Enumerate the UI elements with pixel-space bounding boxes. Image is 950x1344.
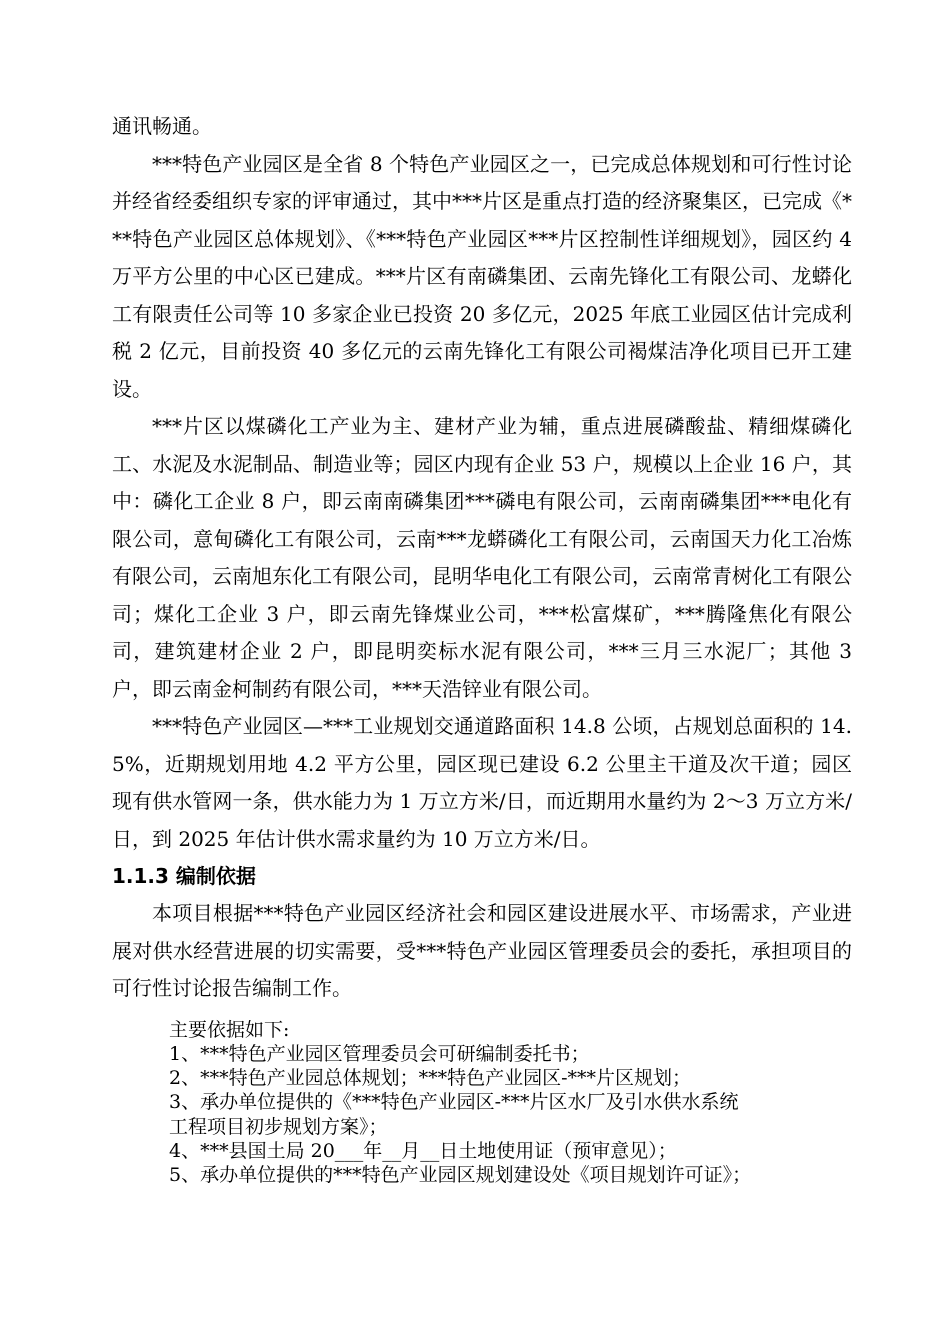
basis-list <box>112 1018 852 1188</box>
paragraph-continuation: 通讯畅通。 <box>112 114 212 138</box>
basis-item-5: 5、承办单位提供的***特色产业园区规划建设处《项目规划许可证》； <box>169 1164 752 1187</box>
section-heading: 1.1.3 编制依据 <box>112 864 256 888</box>
paragraph-compilation-basis: 本项目根据***特色产业园区经济社会和园区建设进展水平、市场需求，产业进展对供水经营进展的切实需要，受***特色产业园区管理委员会的委托，承担项目的可行性讨论报告编制工作。 <box>112 901 852 1000</box>
document-page <box>112 108 852 1188</box>
basis-item-3-line-1: 3、承办单位提供的《***特色产业园区-***片区水厂及引水供水系统 <box>169 1091 739 1114</box>
basis-item-3-line-2: 工程项目初步规划方案》； <box>169 1115 388 1138</box>
basis-item-2: 2、***特色产业园总体规划；***特色产业园区-***片区规划； <box>169 1067 692 1090</box>
basis-item-1: 1、***特色产业园区管理委员会可研编制委托书； <box>169 1042 590 1065</box>
basis-intro: 主要依据如下: <box>169 1018 290 1041</box>
paragraph-industry-enterprises: ***片区以煤磷化工产业为主、建材产业为辅，重点进展磷酸盐、精细煤磷化工、水泥及水泥制品、制造业等；园区内现有企业 53 户，规模以上企业 16 户，其中：磷化工企业 8 户，即云南南磷集团***磷电有限公司，云南南磷集团***电化有限公司，意甸磷化工有限公司，云南***龙蟒磷化工有限公司，云南国天力化工冶炼有限公司，云南旭东化工有限公司，昆明华电化工有限公司，云南常青树化工有限公司；煤化工企业 3 户，即云南先锋煤业公司，***松富煤矿，***腾隆焦化有限公司，建筑建材企业 2 户，即昆明奕标水泥有限公司，***三月三水泥厂；其他 3 户，即云南金柯制药有限公司，***天浩锌业有限公司。 <box>112 414 852 701</box>
paragraph-park-overview: ***特色产业园区是全省 8 个特色产业园区之一，已完成总体规划和可行性讨论并经省经委组织专家的评审通过，其中***片区是重点打造的经济聚集区，已完成《***特色产业园区总体规划》、《***特色产业园区***片区控制性详细规划》，园区约 4 万平方公里的中心区已建成。***片区有南磷集团、云南先锋化工有限公司、龙蟒化工有限责任公司等 10 多家企业已投资 20 多亿元，2025 年底工业园区估计完成利税 2 亿元，目前投资 40 多亿元的云南先锋化工有限公司褐煤洁净化项目已开工建设。 <box>112 151 852 401</box>
basis-item-4: 4、***县国土局 20___年__月__日土地使用证（预审意见）； <box>169 1139 677 1162</box>
paragraph-infrastructure-water: ***特色产业园区—***工业规划交通道路面积 14.8 公顷，占规划总面积的 14.5%，近期规划用地 4.2 平方公里，园区现已建设 6.2 公里主干道及次干道；园区现有供水管网一条，供水能力为 1 万立方米/日，而近期用水量约为 2～3 万立方米/日，到 2025 年估计供水需求量约为 10 万立方米/日。 <box>112 714 852 851</box>
